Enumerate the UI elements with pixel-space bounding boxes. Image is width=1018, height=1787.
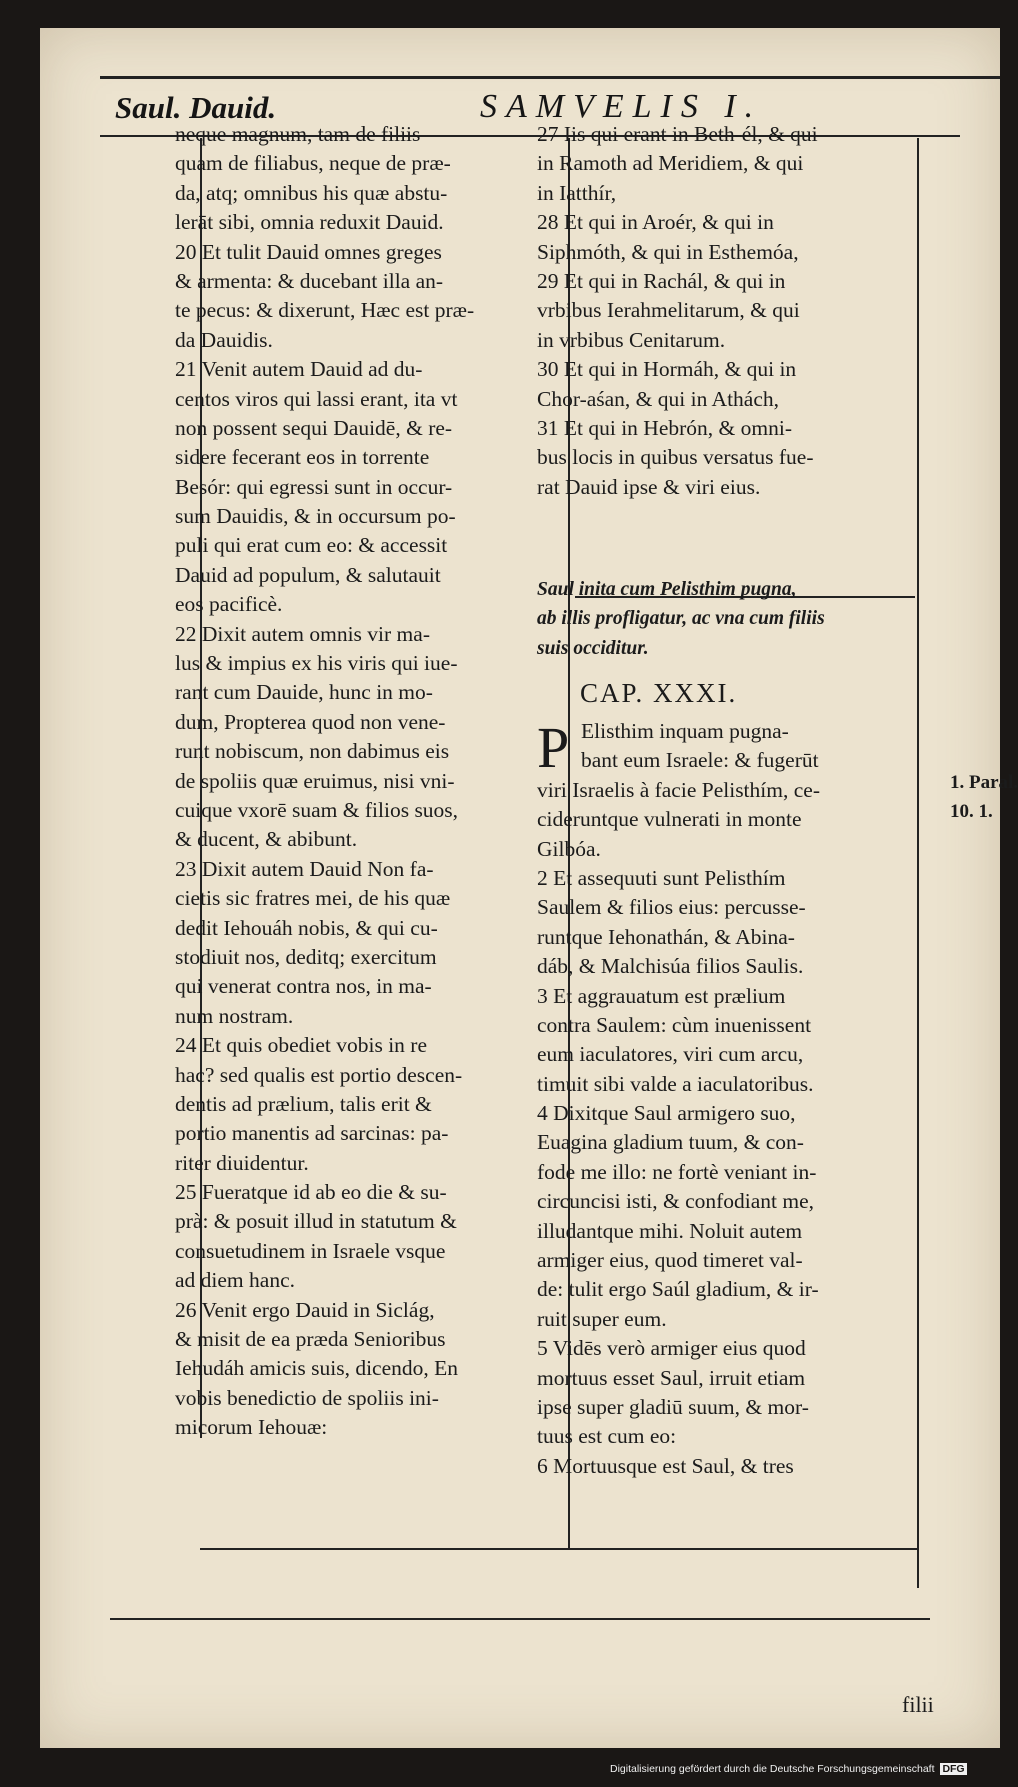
chapter-text	[537, 717, 912, 1481]
text-line: bus locis in quibus versatus fue-	[537, 445, 814, 470]
text-line: Saul inita cum Pelisthim pugna,	[537, 579, 797, 600]
dfg-logo: DFG	[942, 1763, 965, 1775]
text-line: riter diuidentur.	[175, 1150, 309, 1175]
catchword: filii	[902, 1692, 934, 1717]
text-line: in Ramoth ad Meridiem, & qui	[537, 151, 804, 176]
text-line: ad diem hanc.	[175, 1268, 295, 1293]
text-line: non possent sequi Dauidē, & re-	[175, 415, 453, 440]
text-line: cietis sic fratres mei, de his quæ	[175, 886, 451, 911]
header-rule	[100, 76, 1000, 79]
text-line: ruit super eum.	[537, 1306, 667, 1331]
text-line: micorum Iehouæ:	[175, 1415, 328, 1440]
text-line: 29 Et qui in Rachál, & qui in	[537, 268, 786, 293]
text-line: 4 Dixitque Saul armigero suo,	[537, 1101, 796, 1126]
text-line: hac? sed qualis est portio descen-	[175, 1062, 463, 1087]
text-line: 26 Venit ergo Dauid in Siclág,	[175, 1297, 435, 1322]
text-line: Elisthim inquam pugna-	[581, 719, 789, 743]
text-line: 22 Dixit autem omnis vir ma-	[175, 621, 430, 646]
right-border-rule	[917, 138, 919, 1588]
text-line: 25 Fueratque id ab eo die & su-	[175, 1180, 447, 1205]
text-line: sum Dauidis, & in occursum po-	[175, 504, 456, 529]
text-line: eos pacificè.	[175, 592, 283, 617]
text-line: dedit Iehouáh nobis, & qui cu-	[175, 915, 438, 940]
text-line: armiger eius, quod timeret val-	[537, 1248, 803, 1273]
text-line: 2 Et assequuti sunt Pelisthím	[537, 865, 786, 890]
text-line: 23 Dixit autem Dauid Non fa-	[175, 856, 434, 881]
text-line: 31 Et qui in Hebrón, & omni-	[537, 415, 792, 440]
text-line: da Dauidis.	[175, 327, 273, 352]
text-line: in vrbibus Cenitarum.	[537, 327, 726, 352]
text-line: Euagina gladium tuum, & con-	[537, 1130, 804, 1155]
text-line: viri Israelis à facie Pelisthím, ce-	[537, 777, 820, 802]
text-line: & armenta: & ducebant illa an-	[175, 268, 444, 293]
text-line: in Iatthír,	[537, 180, 617, 205]
text-line: & misit de ea præda Senioribus	[175, 1327, 446, 1352]
text-line: qui venerat contra nos, in ma-	[175, 974, 432, 999]
chapter-title: CAP. XXXI.	[580, 678, 738, 708]
text-line: portio manentis ad sarcinas: pa-	[175, 1121, 449, 1146]
text-line: dáb, & Malchisúa filios Saulis.	[537, 954, 804, 979]
text-line: runt nobiscum, non dabimus eis	[175, 739, 450, 764]
text-line: consuetudinem in Israele vsque	[175, 1238, 446, 1263]
text-line: Chor-aśan, & qui in Athách,	[537, 386, 780, 411]
running-head-title: SAMVELIS I.	[480, 88, 763, 125]
text-line: Iehudáh amicis suis, dicendo, En	[175, 1356, 459, 1381]
text-line: ab illis profligatur, ac vna cum filiis	[537, 608, 825, 630]
text-line: 24 Et quis obediet vobis in re	[175, 1033, 427, 1058]
text-line: centos viros qui lassi erant, ita vt	[175, 386, 458, 411]
right-text-column	[537, 120, 912, 502]
text-line: te pecus: & dixerunt, Hæc est præ-	[175, 298, 475, 323]
running-head-left: Saul. Dauid.	[115, 90, 277, 125]
text-line: de spoliis quæ eruimus, nisi vni-	[175, 768, 455, 793]
text-line: vrbibus Ierahmelitarum, & qui	[537, 298, 800, 323]
text-line: neque magnum, tam de filiis	[175, 122, 421, 146]
text-line: 5 Vidēs verò armiger eius quod	[537, 1336, 806, 1361]
text-line: 21 Venit autem Dauid ad du-	[175, 357, 423, 382]
text-line: Gilbóa.	[537, 836, 601, 861]
text-line: & ducent, & abibunt.	[175, 827, 358, 852]
margin-note-line: 10. 1.	[950, 801, 993, 822]
digitization-credit	[610, 1763, 967, 1775]
text-line: Siphmóth, & qui in Esthemóa,	[537, 239, 799, 264]
text-line: rant cum Dauide, hunc in mo-	[175, 680, 433, 705]
text-line: fode me illo: ne fortè veniant in-	[537, 1159, 817, 1184]
margin-note-line: 1. Paral.	[950, 772, 1018, 793]
text-line: lus & impius ex his viris qui iue-	[175, 651, 458, 676]
text-line: cideruntque vulnerati in monte	[537, 807, 802, 832]
text-line: eum iaculatores, viri cum arcu,	[537, 1042, 804, 1067]
text-line: illudantque mihi. Noluit autem	[537, 1218, 803, 1243]
text-line: 28 Et qui in Aroér, & qui in	[537, 210, 774, 235]
drop-capital: P	[537, 715, 570, 780]
text-line: suis occiditur.	[537, 637, 649, 659]
left-text-column	[175, 120, 555, 1443]
text-line: puli qui erat cum eo: & accessit	[175, 533, 448, 558]
text-line: ipse super gladiū suum, & mor-	[537, 1394, 809, 1419]
text-line: 6 Mortuusque est Saul, & tres	[537, 1453, 794, 1478]
text-line: dentis ad prælium, talis erit &	[175, 1091, 432, 1116]
text-line: Besór: qui egressi sunt in occur-	[175, 474, 453, 499]
text-line: num nostram.	[175, 1003, 294, 1028]
text-line: tuus est cum eo:	[537, 1424, 677, 1449]
text-line: da, atq; omnibus his quæ abstu-	[175, 180, 448, 205]
text-line: 20 Et tulit Dauid omnes greges	[175, 239, 442, 264]
text-line: timuit sibi valde a iaculatoribus.	[537, 1071, 814, 1096]
bottom-rule	[200, 1548, 918, 1550]
text-line: rat Dauid ipse & viri eius.	[537, 474, 761, 499]
credit-text: Digitalisierung gefördert durch die Deutsche Forschungsgemeinschaft	[610, 1763, 935, 1775]
text-line: 30 Et qui in Hormáh, & qui in	[537, 357, 797, 382]
text-line: vobis benedictio de spoliis ini-	[175, 1385, 439, 1410]
text-line: 3 Et aggrauatum est prælium	[537, 983, 786, 1008]
text-line: stodiuit nos, deditq; exercitum	[175, 944, 437, 969]
text-line: bant eum Israele: & fugerūt	[581, 748, 819, 773]
text-line: circuncisi isti, & confodiant me,	[537, 1189, 815, 1214]
text-line: 27 Iis qui erant in Beth-él, & qui	[537, 122, 818, 146]
text-line: sidere fecerant eos in torrente	[175, 445, 430, 470]
footer-rule	[110, 1618, 930, 1620]
margin-note	[950, 768, 1018, 826]
text-line: cuique vxorē suam & filios suos,	[175, 797, 459, 822]
text-line: dum, Propterea quod non vene-	[175, 709, 446, 734]
text-line: Saulem & filios eius: percusse-	[537, 895, 806, 920]
text-line: mortuus esset Saul, irruit etiam	[537, 1365, 806, 1390]
text-line: de: tulit ergo Saúl gladium, & ir-	[537, 1277, 819, 1302]
chapter-summary	[537, 576, 912, 664]
text-line: Dauid ad populum, & salutauit	[175, 562, 441, 587]
text-line: quam de filiabus, neque de præ-	[175, 151, 451, 176]
text-line: prà: & posuit illud in statutum &	[175, 1209, 457, 1234]
text-line: contra Saulem: cùm inuenissent	[537, 1012, 812, 1037]
text-line: lerāt sibi, omnia reduxit Dauid.	[175, 210, 444, 235]
text-line: runtque Iehonathán, & Abina-	[537, 924, 795, 949]
